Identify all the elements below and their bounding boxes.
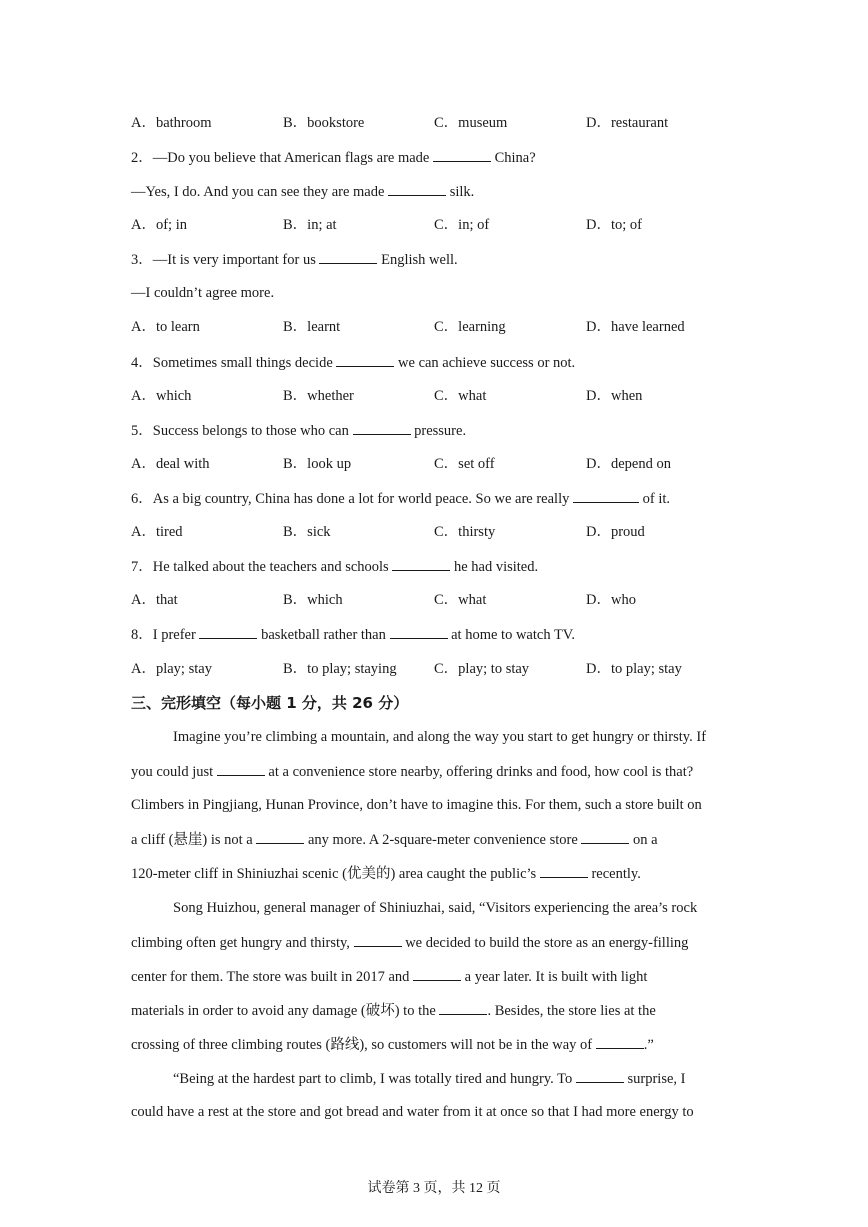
q2-options — [131, 215, 751, 235]
q4-stem-text: we can achieve success or not. — [398, 355, 576, 371]
option-c: C．in; of — [434, 217, 490, 233]
answer-blank — [256, 829, 304, 844]
answer-blank — [596, 1034, 644, 1049]
passage-text: materials in order to avoid any damage (破坏) to the — [131, 1003, 436, 1019]
passage-text: on a — [633, 832, 658, 848]
answer-blank — [433, 147, 491, 162]
passage-text: . Besides, the store lies at the — [487, 1003, 656, 1019]
answer-blank — [388, 181, 446, 196]
option-d: D．have learned — [586, 319, 685, 335]
passage-text: we decided to build the store as an energy-filling — [405, 935, 689, 951]
q5-stem-text: pressure. — [414, 423, 467, 439]
option-a: A．deal with — [131, 456, 210, 472]
passage-line — [131, 1000, 737, 1021]
option-a: A．of; in — [131, 217, 187, 233]
answer-blank — [353, 420, 411, 435]
passage-line: Climbers in Pingjiang, Hunan Province, don’t have to imagine this. For them, such a store built on — [131, 797, 702, 813]
option-b: B．to play; staying — [283, 661, 397, 677]
q6-options — [131, 522, 751, 542]
q8-options — [131, 659, 751, 679]
answer-blank — [354, 932, 402, 947]
answer-blank — [336, 352, 394, 367]
answer-blank — [573, 488, 639, 503]
answer-blank — [319, 249, 377, 264]
passage-line: could have a rest at the store and got bread and water from it at once so that I had more energy to — [131, 1104, 694, 1120]
passage-text: any more. A 2-square-meter convenience store — [308, 832, 578, 848]
option-c: C．what — [434, 388, 487, 404]
q4-stem-text: 4．Sometimes small things decide — [131, 355, 333, 371]
answer-blank — [390, 624, 448, 639]
q4-stem — [131, 352, 575, 373]
passage-line — [131, 761, 737, 782]
option-d: D．to; of — [586, 217, 642, 233]
passage-text: at a convenience store nearby, offering drinks and food, how cool is that? — [268, 764, 694, 780]
q8-stem — [131, 624, 575, 645]
q7-stem-text: 7．He talked about the teachers and schools — [131, 559, 389, 575]
q2-line2 — [131, 181, 474, 202]
answer-blank — [576, 1068, 624, 1083]
passage-text: center for them. The store was built in 2017 and — [131, 969, 410, 985]
page-footer: 试卷第 3 页，共 12 页 — [367, 1181, 501, 1196]
q5-stem-text: 5．Success belongs to those who can — [131, 423, 349, 439]
option-b: B．in; at — [283, 217, 337, 233]
answer-blank — [540, 863, 588, 878]
option-a: A．play; stay — [131, 661, 212, 677]
q3-stem — [131, 249, 458, 270]
q2-stem-text: 2．—Do you believe that American flags are made — [131, 150, 430, 166]
q2-stem-text: China? — [494, 150, 536, 166]
q8-stem-text: 8．I prefer — [131, 627, 196, 643]
section-title: 三、完形填空（每小题 1 分，共 26 分） — [131, 694, 409, 712]
passage-text: 120-meter cliff in Shiniuzhai scenic (优美的) area caught the public’s — [131, 866, 537, 882]
option-a: A．which — [131, 388, 192, 404]
option-c: C．museum — [434, 115, 508, 131]
answer-blank — [392, 556, 450, 571]
q5-stem — [131, 420, 466, 441]
passage-text: recently. — [591, 866, 641, 882]
passage-line — [131, 1034, 737, 1055]
q8-stem-text: basketball rather than — [261, 627, 386, 643]
q2-line2-text: —Yes, I do. And you can see they are made — [131, 184, 385, 200]
passage-text: crossing of three climbing routes (路线), so customers will not be in the way of — [131, 1037, 593, 1053]
q7-stem — [131, 556, 538, 577]
passage-text: climbing often get hungry and thirsty, — [131, 935, 350, 951]
option-d: D．to play; stay — [586, 661, 682, 677]
q6-stem-text: of it. — [642, 491, 670, 507]
passage-text: a cliff (悬崖) is not a — [131, 832, 253, 848]
answer-blank — [581, 829, 629, 844]
passage-line — [131, 932, 737, 953]
passage-text: .” — [643, 1037, 654, 1053]
passage-line — [131, 966, 737, 987]
passage-line — [131, 1068, 779, 1089]
passage-line — [131, 829, 737, 850]
option-b: B．learnt — [283, 319, 341, 335]
passage-line: Song Huizhou, general manager of Shiniuzhai, said, “Visitors experiencing the area’s rock — [173, 900, 698, 916]
option-d: D．who — [586, 592, 636, 608]
q3-stem-text: 3．—It is very important for us — [131, 252, 316, 268]
answer-blank — [413, 966, 461, 981]
option-c: C．what — [434, 592, 487, 608]
option-b: B．bookstore — [283, 115, 365, 131]
option-a: A．that — [131, 592, 178, 608]
q7-stem-text: he had visited. — [453, 559, 539, 575]
option-b: B．whether — [283, 388, 354, 404]
q8-stem-text: at home to watch TV. — [451, 627, 576, 643]
option-d: D．when — [586, 388, 643, 404]
option-d: D．proud — [586, 524, 645, 540]
answer-blank — [217, 761, 265, 776]
option-a: A．bathroom — [131, 115, 212, 131]
q3-stem-text: English well. — [381, 252, 458, 268]
q2-stem — [131, 147, 536, 168]
option-d: D．restaurant — [586, 115, 669, 131]
option-a: A．tired — [131, 524, 183, 540]
option-c: C．thirsty — [434, 524, 496, 540]
option-b: B．sick — [283, 524, 331, 540]
option-b: B．which — [283, 592, 343, 608]
passage-line — [131, 863, 737, 884]
answer-blank — [199, 624, 257, 639]
option-a: A．to learn — [131, 319, 200, 335]
option-d: D．depend on — [586, 456, 671, 472]
passage-text: a year later. It is built with light — [464, 969, 648, 985]
q3-line2: —I couldn’t agree more. — [131, 285, 275, 301]
passage-line: Imagine you’re climbing a mountain, and along the way you start to get hungry or thirsty. If — [173, 729, 707, 745]
option-c: C．play; to stay — [434, 661, 530, 677]
q6-stem — [131, 488, 670, 509]
option-c: C．learning — [434, 319, 506, 335]
q7-options — [131, 590, 751, 610]
passage-text: surprise, I — [627, 1071, 686, 1087]
q4-options — [131, 386, 751, 406]
answer-blank — [439, 1000, 487, 1015]
passage-text: “Being at the hardest part to climb, I was totally tired and hungry. To — [173, 1071, 573, 1087]
passage-text: you could just — [131, 764, 214, 780]
option-c: C．set off — [434, 456, 495, 472]
q2-line2-text: silk. — [449, 184, 475, 200]
option-b: B．look up — [283, 456, 352, 472]
q5-options — [131, 454, 751, 474]
q1-options — [131, 113, 751, 133]
q6-stem-text: 6．As a big country, China has done a lot for world peace. So we are really — [131, 491, 570, 507]
q3-options — [131, 317, 751, 337]
